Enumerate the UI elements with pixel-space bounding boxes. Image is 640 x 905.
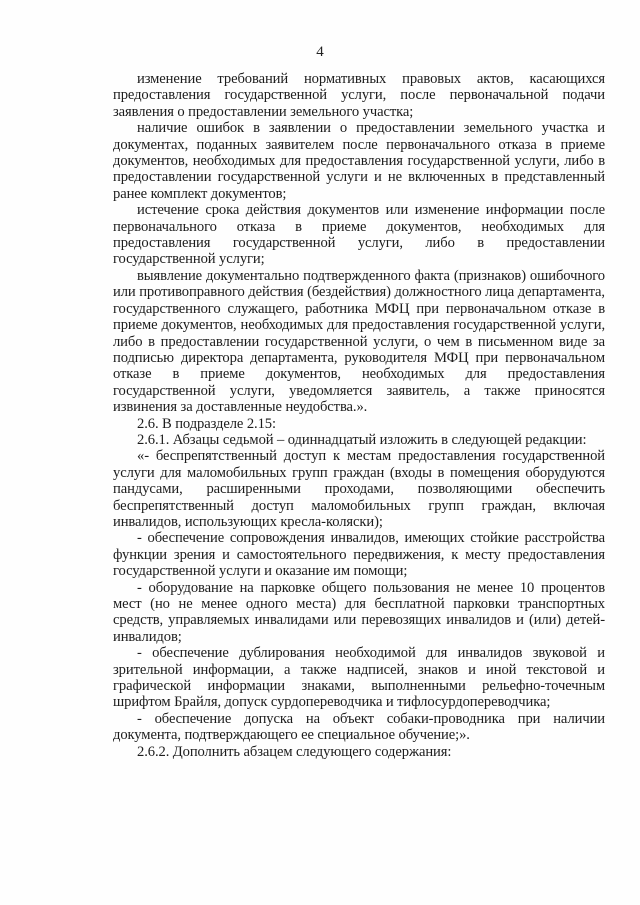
paragraph-section-2-6-2: 2.6.2. Дополнить абзацем следующего содержания: <box>137 743 452 760</box>
paragraph-errors-in-application: наличие ошибок в заявлении о предоставлении земельного участка и документах, поданных заявителем после первоначального отказа в приеме документов, необходимых для предоставления государственной услуги, либо в предоставлении государственной услуги и не включенных в представленный ранее комплект документов; <box>113 120 605 202</box>
paragraph-section-2-6-1: 2.6.1. Абзацы седьмой – одиннадцатый изложить в следующей редакции: <box>137 431 587 448</box>
paragraph-barrier-free-access: «- беспрепятственный доступ к местам предоставления государственной услуги для маломобильных групп граждан (входы в помещения оборудуются пандусами, расширенными проходами, позволяющими обеспечить беспрепятственный доступ маломобильных групп граждан, включая инвалидов, использующих кресла-коляски); <box>113 448 605 530</box>
paragraph-change-requirements: изменение требований нормативных правовых актов, касающихся предоставления государственной услуги, после первоначальной подачи заявления о предоставлении земельного участка; <box>113 71 605 120</box>
paragraph-guide-dog: - обеспечение допуска на объект собаки-проводника при наличии документа, подтверждающего ее специальное обучение;». <box>113 710 605 744</box>
page-number: 4 <box>316 44 324 60</box>
paragraph-document-expiry: истечение срока действия документов или изменение информации после первоначального отказа в приеме документов, необходимых для предоставления государственной услуги, либо в предоставлении государственной услуги; <box>113 202 605 268</box>
paragraph-escort-disabled: - обеспечение сопровождения инвалидов, имеющих стойкие расстройства функции зрения и самостоятельного передвижения, к месту предоставления государственной услуги и оказание им помощи; <box>113 530 605 580</box>
paragraph-parking: - оборудование на парковке общего пользования не менее 10 процентов мест (но не менее одного места) для бесплатной парковки транспортных средств, управляемых инвалидами или перевозящих инвалидов и (или) детей-инвалидов; <box>113 579 605 645</box>
paragraph-erroneous-action: выявление документально подтвержденного факта (признаков) ошибочного или противоправного действия (бездействия) должностного лица департамента, государственного служащего, работника МФЦ при первоначальном отказе в приеме документов, необходимых для предоставления государственной услуги, либо в предоставлении государственной услуги, о чем в письменном виде за подписью директора департамента, руководителя МФЦ при первоначальном отказе в приеме документов, необходимых для предоставления государственной услуги, уведомляется заявитель, а также приносятся извинения за доставленные неудобства.». <box>113 267 605 416</box>
paragraph-information-duplication: - обеспечение дублирования необходимой для инвалидов звуковой и зрительной информации, а также надписей, знаков и иной текстовой и графической информации знаками, выполненными рельефно-точечным шрифтом Брайля, допуск сурдопереводчика и тифлосурдопереводчика; <box>113 645 605 711</box>
document-body <box>113 71 605 760</box>
paragraph-section-2-6: 2.6. В подразделе 2.15: <box>137 415 276 432</box>
